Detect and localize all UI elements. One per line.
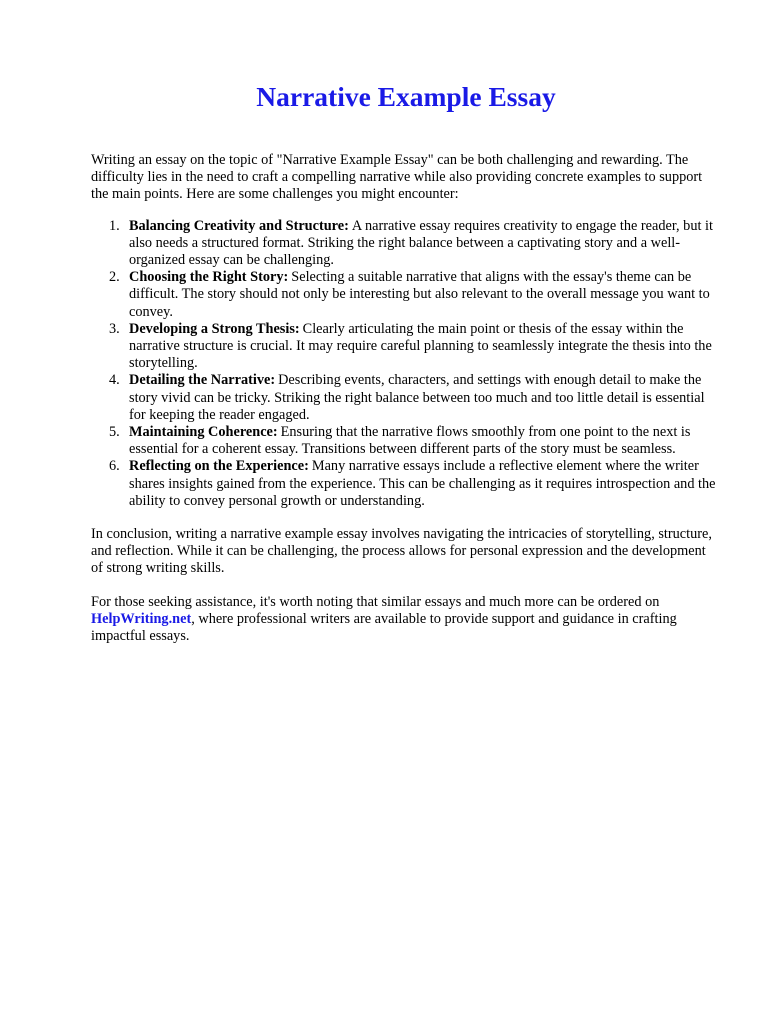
list-number: 3. (109, 320, 120, 337)
list-number: 6. (109, 458, 120, 475)
list-item (91, 218, 721, 270)
list-number: 2. (109, 269, 120, 286)
list-item (91, 372, 721, 424)
list-item-title: Developing a Strong Thesis: (129, 320, 300, 337)
list-item (91, 269, 721, 321)
list-item-text: Ensuring that the narrative flows smoothly from one point to the next is essential for a coherent essay. Transitions between different parts of the story must be seamless. (129, 424, 691, 458)
list-item-title: Balancing Creativity and Structure: (129, 217, 349, 234)
list-item (91, 321, 721, 373)
document-page (91, 80, 721, 661)
intro-paragraph: Writing an essay on the topic of "Narrative Example Essay" can be both challenging and rewarding. The difficulty lies in the need to craft a compelling narrative while also providing concrete examples to support the main points. Here are some challenges you might encounter: (91, 152, 703, 203)
list-item-text: Many narrative essays include a reflective element where the writer shares insights gained from the experience. This can be challenging as it requires introspection and the ability to convey personal growth or understanding. (129, 458, 716, 509)
list-item-text: Clearly articulating the main point or thesis of the essay within the narrative structure is crucial. It may require careful planning to seamlessly integrate the thesis into the storytelling. (129, 320, 712, 372)
list-number: 4. (109, 372, 120, 389)
list-number: 5. (109, 424, 120, 441)
list-item (91, 458, 721, 510)
list-item-text: Selecting a suitable narrative that aligns with the essay's theme can be difficult. The story should not only be interesting but also relevant to the overall message you want to convey. (129, 269, 710, 320)
document-title: Narrative Example Essay (256, 81, 556, 112)
list-item-title: Reflecting on the Experience: (129, 458, 309, 475)
list-item-text: A narrative essay requires creativity to engage the reader, but it also needs a structured format. Striking the right balance between a captivating story and a well-organized essay can be challenging. (129, 217, 713, 269)
closing-text-after: , where professional writers are available to provide support and guidance in crafting impactful essays. (91, 610, 677, 645)
closing-text-before: For those seeking assistance, it's worth noting that similar essays and much more can be ordered on (91, 593, 660, 610)
closing-paragraph (91, 594, 721, 646)
conclusion-paragraph: In conclusion, writing a narrative example essay involves navigating the intricacies of storytelling, structure, and reflection. While it can be challenging, the process allows for personal expression and the development of strong writing skills. (91, 526, 712, 577)
list-item-title: Detailing the Narrative: (129, 372, 276, 389)
challenges-list (91, 218, 721, 510)
list-item-title: Maintaining Coherence: (129, 424, 278, 441)
list-item-title: Choosing the Right Story: (129, 269, 289, 286)
list-item (91, 424, 721, 458)
helpwriting-link[interactable]: HelpWriting.net (91, 610, 192, 627)
list-item-text: Describing events, characters, and settings with enough detail to make the story vivid can be tricky. Striking the right balance between too much and too little detail is essential for keeping the reader engaged. (129, 372, 705, 423)
list-number: 1. (109, 217, 120, 234)
